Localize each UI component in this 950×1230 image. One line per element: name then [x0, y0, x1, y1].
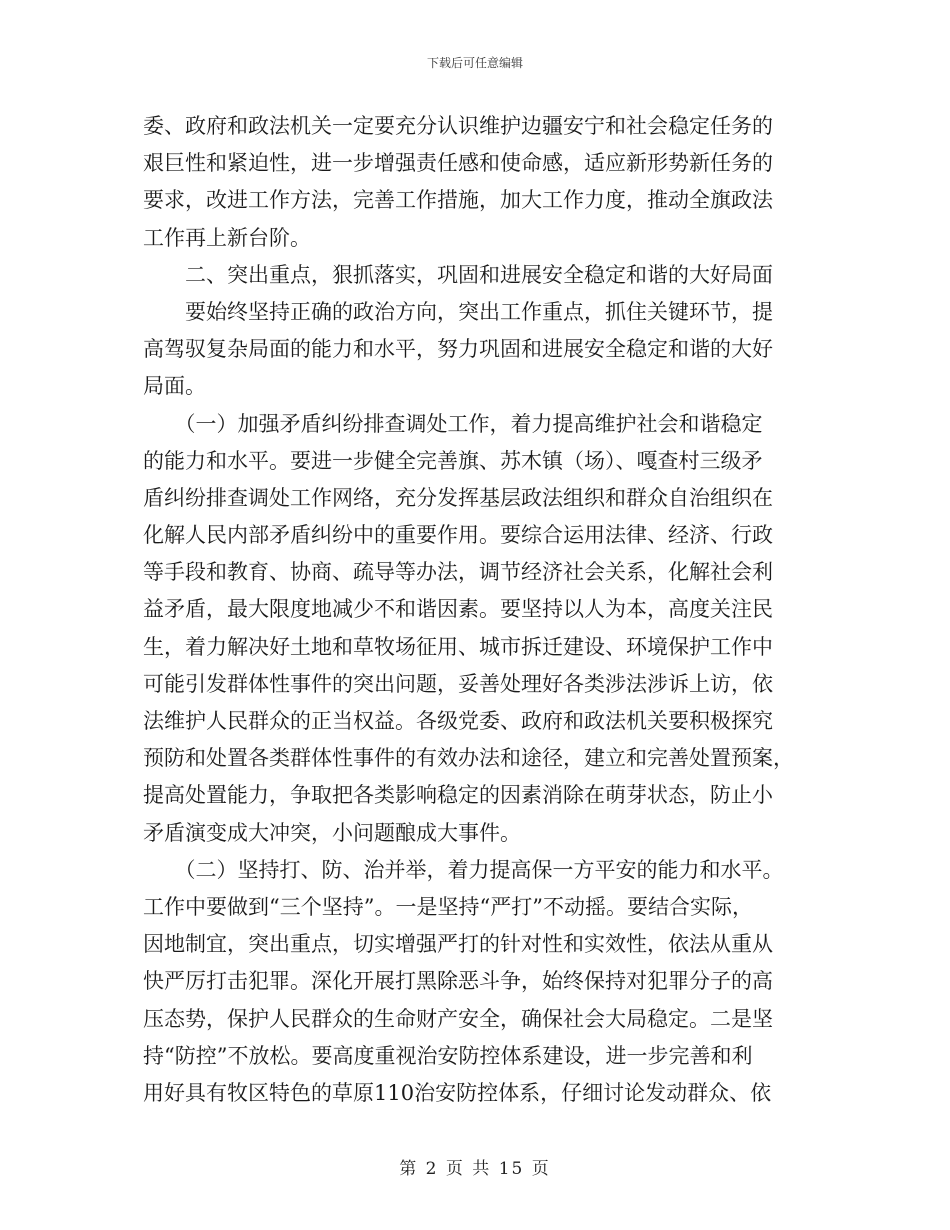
body-line: 持“防控”不放松。要高度重视治安防控体系建设，进一步完善和利: [143, 1043, 753, 1068]
page-number-footer: 第 2 页 共 15 页: [399, 1159, 551, 1179]
header-note: 下载后可任意编辑: [426, 56, 523, 70]
body-line: 等手段和教育、协商、疏导等办法，调节经济社会关系，化解社会利: [143, 560, 773, 585]
body-line: 益矛盾，最大限度地减少不和谐因素。要坚持以人为本，高度关注民: [143, 597, 773, 622]
body-line: 艰巨性和紧迫性，进一步增强责任感和使命感，适应新形势新任务的: [143, 151, 773, 176]
body-line: 要求，改进工作方法，完善工作措施，加大工作力度，推动全旗政法: [143, 188, 773, 213]
body-line: 的能力和水平。要进一步健全完善旗、苏木镇（场）、嘎查村三级矛: [143, 448, 763, 473]
section-heading: 二、突出重点，狠抓落实，巩固和进展安全稳定和谐的大好局面: [143, 262, 773, 287]
body-line: 高驾驭复杂局面的能力和水平，努力巩固和进展安全稳定和谐的大好: [143, 337, 773, 362]
body-line: 因地制宜，突出重点，切实增强严打的针对性和实效性，依法从重从: [143, 932, 773, 957]
body-line: 快严厉打击犯罪。深化开展打黑除恶斗争，始终保持对犯罪分子的高: [143, 969, 773, 994]
body-line: （二）坚持打、防、治并举，着力提高保一方平安的能力和水平。: [143, 857, 784, 882]
body-line: 提高处置能力，争取把各类影响稳定的因素消除在萌芽状态，防止小: [143, 783, 773, 808]
body-line: 局面。: [143, 374, 206, 399]
body-line: 压态势，保护人民群众的生命财产安全，确保社会大局稳定。二是坚: [143, 1006, 773, 1031]
body-line: 盾纠纷排查调处工作网络，充分发挥基层政法组织和群众自治组织在: [143, 485, 773, 510]
body-line: 可能引发群体性事件的突出问题，妥善处理好各类涉法涉诉上访，依: [143, 671, 773, 696]
body-line: 委、政府和政法机关一定要充分认识维护边疆安宁和社会稳定任务的: [143, 114, 773, 138]
body-line: 生，着力解决好土地和草牧场征用、城市拆迁建设、环境保护工作中: [143, 634, 773, 659]
body-line: （一）加强矛盾纠纷排查调处工作，着力提高维护社会和谐稳定: [143, 411, 763, 436]
document-body: [143, 108, 813, 1112]
body-line: 法维护人民群众的正当权益。各级党委、政府和政法机关要积极探究: [143, 709, 773, 733]
body-line: 工作再上新台阶。: [143, 225, 311, 250]
body-line: 矛盾演变成大冲突，小问题酿成大事件。: [143, 820, 521, 845]
body-line: 预防和处置各类群体性事件的有效办法和途径，建立和完善处置预案，: [143, 746, 794, 771]
body-line: 用好具有牧区特色的草原110治安防控体系，仔细讨论发动群众、依: [143, 1080, 772, 1105]
body-line: 要始终坚持正确的政治方向，突出工作重点，抓住关键环节，提: [143, 299, 773, 324]
body-line: 化解人民内部矛盾纠纷中的重要作用。要综合运用法律、经济、行政: [143, 523, 773, 548]
body-line: 工作中要做到“三个坚持”。一是坚持“严打”不动摇。要结合实际，: [143, 894, 753, 919]
